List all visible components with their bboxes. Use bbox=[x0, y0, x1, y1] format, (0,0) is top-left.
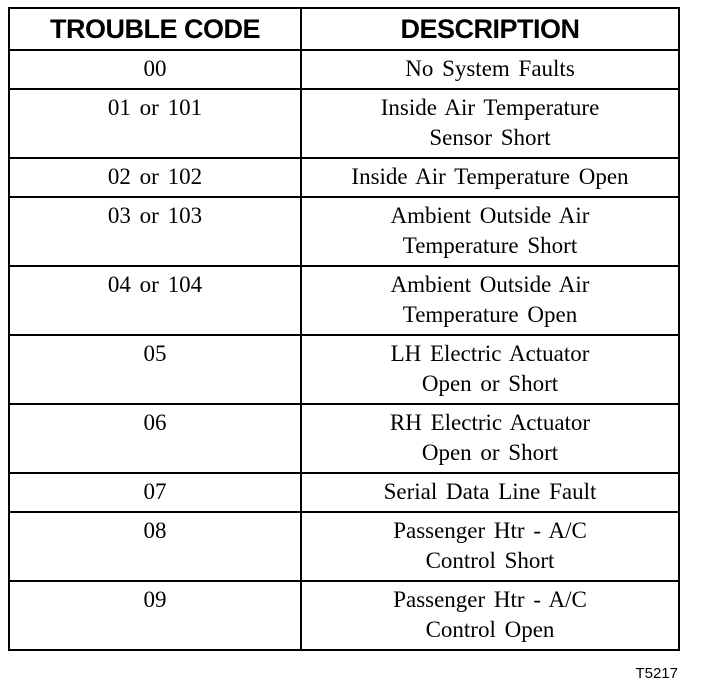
description-line: Passenger Htr - A/C bbox=[393, 587, 587, 612]
table-row bbox=[9, 158, 679, 197]
trouble-code-table-container bbox=[8, 7, 678, 651]
description-cell bbox=[301, 473, 679, 512]
table-row bbox=[9, 50, 679, 89]
trouble-code-cell: 03 or 103 bbox=[9, 197, 301, 266]
description-line: Passenger Htr - A/C bbox=[393, 518, 587, 543]
table-row bbox=[9, 404, 679, 473]
figure-id: T5217 bbox=[635, 665, 678, 682]
description-cell bbox=[301, 89, 679, 158]
description-line: Open or Short bbox=[421, 440, 559, 465]
description-line: RH Electric Actuator bbox=[389, 410, 591, 435]
description-cell bbox=[301, 266, 679, 335]
description-line: Temperature Short bbox=[402, 233, 578, 258]
header-trouble-code: TROUBLE CODE bbox=[9, 8, 301, 50]
table-row bbox=[9, 581, 679, 650]
description-line: LH Electric Actuator bbox=[390, 341, 590, 366]
description-cell bbox=[301, 581, 679, 650]
description-cell bbox=[301, 404, 679, 473]
description-line: Control Open bbox=[425, 617, 555, 642]
description-cell bbox=[301, 158, 679, 197]
description-line: Inside Air Temperature bbox=[380, 95, 600, 120]
table-row bbox=[9, 89, 679, 158]
table-row bbox=[9, 197, 679, 266]
header-description: DESCRIPTION bbox=[301, 8, 679, 50]
trouble-code-cell: 07 bbox=[9, 473, 301, 512]
trouble-code-cell: 08 bbox=[9, 512, 301, 581]
table-row bbox=[9, 266, 679, 335]
trouble-code-cell: 09 bbox=[9, 581, 301, 650]
trouble-code-cell: 02 or 102 bbox=[9, 158, 301, 197]
description-line: Ambient Outside Air bbox=[390, 203, 590, 228]
description-line: No System Faults bbox=[405, 56, 575, 81]
description-line: Serial Data Line Fault bbox=[383, 479, 597, 504]
trouble-code-cell: 05 bbox=[9, 335, 301, 404]
table-row bbox=[9, 512, 679, 581]
trouble-code-cell: 00 bbox=[9, 50, 301, 89]
table-body bbox=[9, 50, 679, 650]
description-line: Temperature Open bbox=[402, 302, 578, 327]
description-cell bbox=[301, 335, 679, 404]
description-cell bbox=[301, 50, 679, 89]
header-row bbox=[9, 8, 679, 50]
description-line: Control Short bbox=[425, 548, 555, 573]
description-cell bbox=[301, 197, 679, 266]
table-row bbox=[9, 473, 679, 512]
description-line: Sensor Short bbox=[429, 125, 551, 150]
description-line: Open or Short bbox=[421, 371, 559, 396]
trouble-code-table bbox=[8, 7, 680, 651]
trouble-code-cell: 01 or 101 bbox=[9, 89, 301, 158]
trouble-code-cell: 06 bbox=[9, 404, 301, 473]
trouble-code-cell: 04 or 104 bbox=[9, 266, 301, 335]
description-line: Ambient Outside Air bbox=[390, 272, 590, 297]
table-row bbox=[9, 335, 679, 404]
description-cell bbox=[301, 512, 679, 581]
description-line: Inside Air Temperature Open bbox=[351, 164, 629, 189]
